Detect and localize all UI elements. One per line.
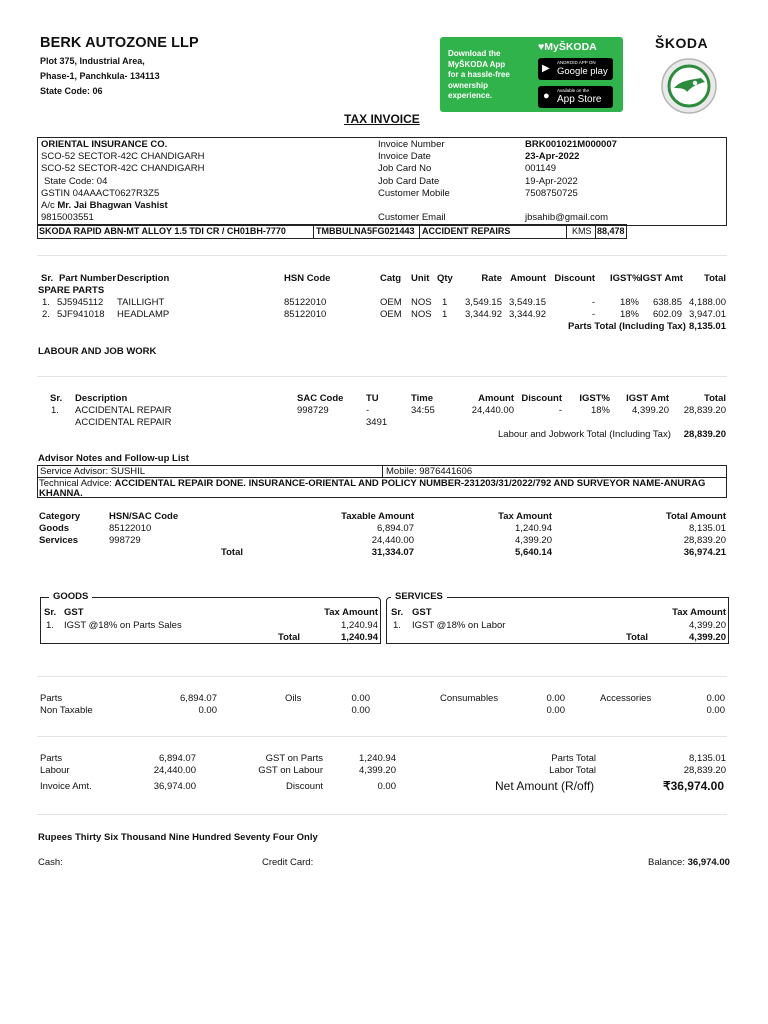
heart-icon: ♥ (538, 41, 545, 53)
myskoda-brand: ♥MyŠKODA (538, 41, 597, 53)
apple-icon: ● (543, 90, 550, 102)
play-icon: ▶ (542, 63, 550, 74)
company-name: BERK AUTOZONE LLP (40, 35, 199, 51)
company-address-2: Phase-1, Panchkula- 134113 (40, 71, 160, 81)
goods-header-sr: Sr. (44, 607, 57, 618)
job-type: ACCIDENT REPAIRS (422, 226, 511, 236)
company-address-1: Plot 375, Industrial Area, (40, 56, 145, 66)
promo-text: Download the MyŠKODA App for a hassle-free ownership experience. (448, 49, 510, 100)
kms-value: 88,478 (597, 226, 625, 236)
services-row-sr: 1. (393, 620, 401, 631)
goods-row-sr: 1. (46, 620, 54, 631)
vehicle-vin: TMBBULNA5FG021443 (316, 226, 415, 236)
services-total-label: Total (626, 632, 648, 643)
net-amount: ₹36,974.00 (662, 779, 724, 793)
customer-phone: 9815003551 (41, 212, 94, 223)
document-title: TAX INVOICE (344, 112, 420, 126)
labour-sub-description: ACCIDENTAL REPAIR (75, 417, 172, 428)
invoice-date: 23-Apr-2022 (525, 151, 580, 162)
skoda-wordmark: ŠKODA (655, 35, 709, 51)
section-spare-parts: SPARE PARTS (38, 285, 105, 296)
goods-total: 1,240.94 (341, 632, 378, 643)
goods-legend: GOODS (49, 591, 92, 602)
app-promo-banner[interactable] (440, 37, 623, 112)
goods-total-label: Total (278, 632, 300, 643)
customer-address-1: SCO-52 SECTOR-42C CHANDIGARH (41, 151, 205, 162)
skoda-logo-icon (661, 58, 717, 114)
amount-in-words: Rupees Thirty Six Thousand Nine Hundred Seventy Four Only (38, 832, 318, 843)
label-customer-mobile: Customer Mobile (378, 188, 450, 199)
balance: Balance: 36,974.00 (648, 857, 730, 868)
customer-address-2: SCO-52 SECTOR-42C CHANDIGARH (41, 163, 205, 174)
goods-row-amount: 1,240.94 (341, 620, 378, 631)
advisor-notes-title: Advisor Notes and Follow-up List (38, 453, 189, 464)
services-header-sr: Sr. (391, 607, 404, 618)
label-job-card-date: Job Card Date (378, 176, 440, 187)
company-state-code: State Code: 06 (40, 86, 103, 96)
kms-label: KMS (572, 226, 592, 236)
services-header-tax: Tax Amount (672, 607, 726, 618)
label-customer-email: Customer Email (378, 212, 446, 223)
services-row-amount: 4,399.20 (689, 620, 726, 631)
label-invoice-number: Invoice Number (378, 139, 445, 150)
services-header-gst: GST (412, 607, 432, 618)
technical-advice: Technical Advice: ACCIDENTAL REPAIR DONE. INSURANCE-ORIENTAL AND POLICY NUMBER-231203/31/2022/792 AND SURVEYOR NAME-ANURAG (39, 478, 706, 489)
invoice-number: BRK001021M000007 (525, 139, 617, 150)
goods-header-gst: GST (64, 607, 84, 618)
net-amount-label: Net Amount (R/off) (495, 779, 595, 793)
advisor-mobile: Mobile: 9876441606 (386, 466, 473, 477)
customer-account: A/c Mr. Jai Bhagwan Vashist (41, 200, 168, 211)
customer-gstin: GSTIN 04AAACT0627R3Z5 (41, 188, 160, 199)
job-card-date: 19-Apr-2022 (525, 176, 578, 187)
section-labour: LABOUR AND JOB WORK (38, 346, 157, 357)
cash-label: Cash: (38, 857, 63, 868)
technical-advice-cont: KHANNA. (39, 488, 83, 499)
parts-total-label: Parts Total (Including Tax) (568, 321, 686, 332)
app-store-badge[interactable]: ● Available on the App Store (538, 86, 613, 108)
customer-state: State Code: 04 (44, 176, 108, 187)
goods-row-desc: IGST @18% on Parts Sales (64, 620, 182, 631)
service-advisor: Service Advisor: SUSHIL (40, 466, 146, 477)
parts-total: 8,135.01 (689, 321, 726, 332)
label-invoice-date: Invoice Date (378, 151, 431, 162)
customer-name: ORIENTAL INSURANCE CO. (41, 139, 168, 150)
services-row-desc: IGST @18% on Labor (412, 620, 506, 631)
job-card-no: 001149 (525, 163, 556, 174)
services-total: 4,399.20 (689, 632, 726, 643)
customer-mobile: 7508750725 (525, 188, 578, 199)
goods-header-tax: Tax Amount (324, 607, 378, 618)
customer-email: jbsahib@gmail.com (525, 212, 609, 223)
labour-total: 28,839.20 (683, 429, 726, 440)
labour-sub-tu: 3491 (366, 417, 388, 428)
label-job-card-no: Job Card No (378, 163, 432, 174)
labour-total-label: Labour and Jobwork Total (Including Tax) (498, 429, 671, 440)
vehicle-model: SKODA RAPID ABN-MT ALLOY 1.5 TDI CR / CH01BH-7770 (39, 226, 286, 236)
google-play-badge[interactable]: ▶ ANDROID APP ON Google play (538, 58, 613, 80)
services-legend: SERVICES (391, 591, 447, 602)
credit-card-label: Credit Card: (262, 857, 314, 868)
